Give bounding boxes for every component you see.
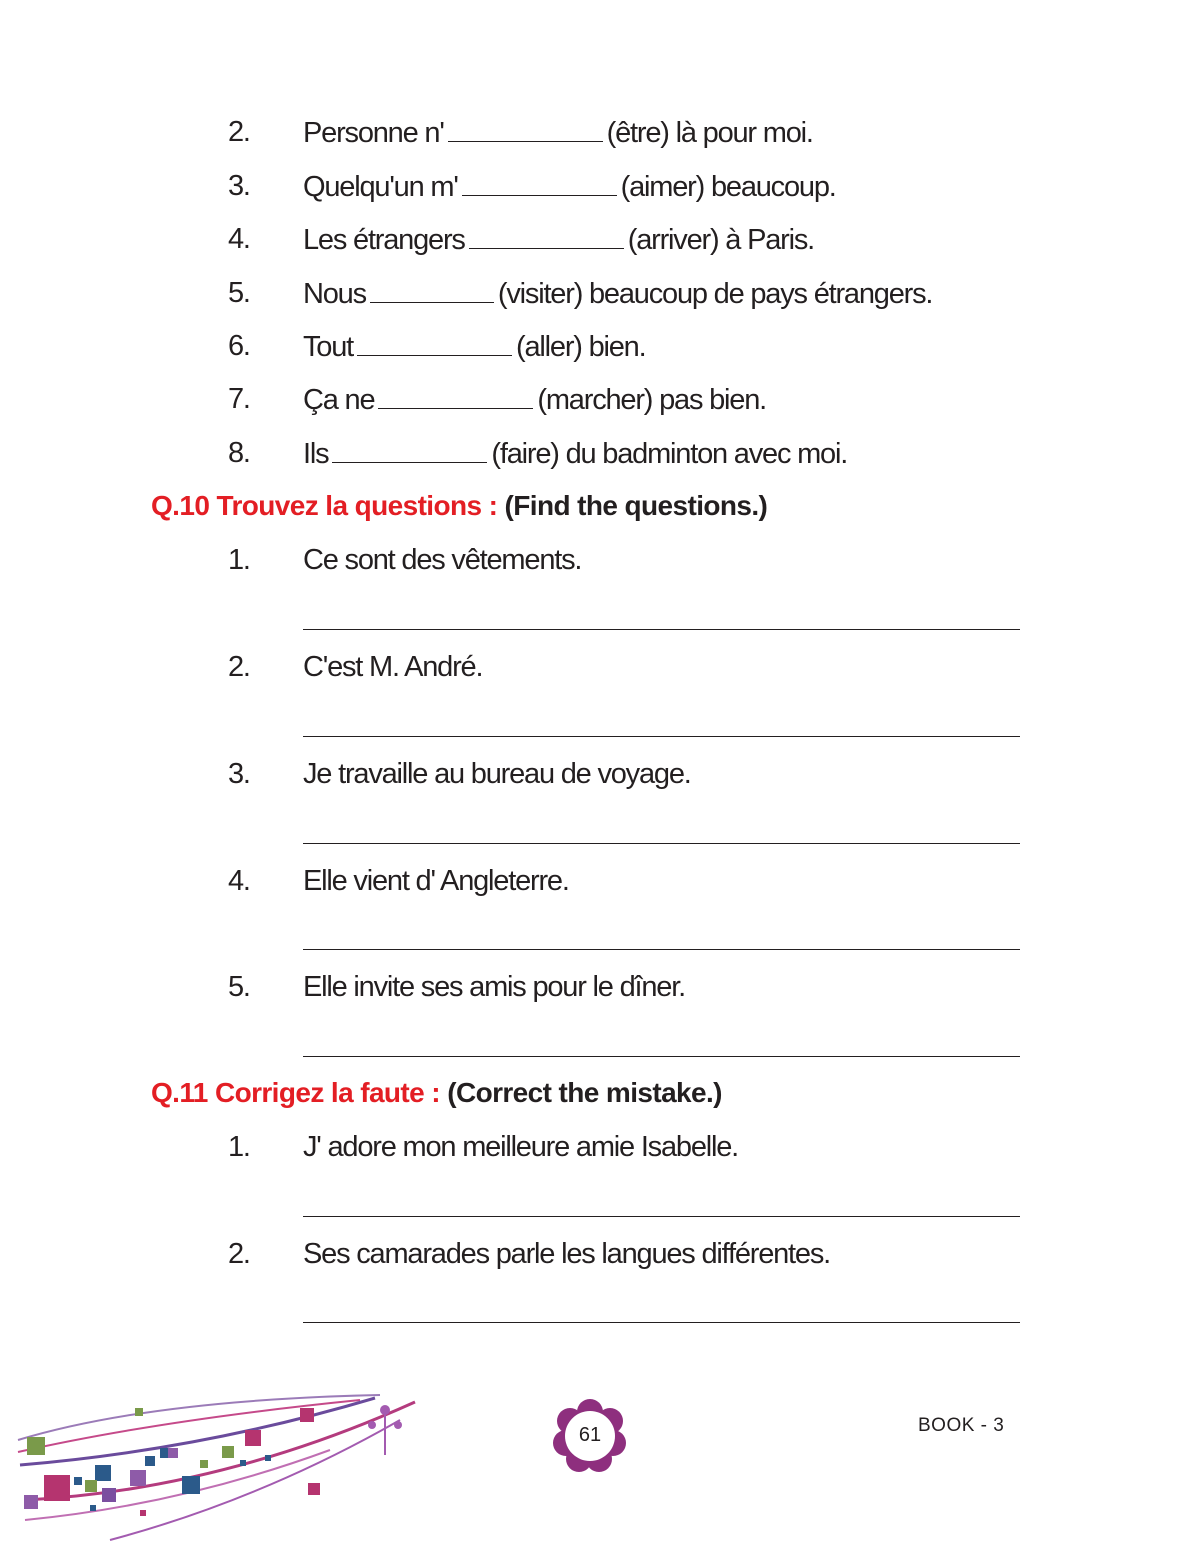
item-text-before: Tout bbox=[303, 331, 354, 363]
blank-line[interactable] bbox=[448, 115, 603, 142]
item-text-before: Les étrangers bbox=[303, 224, 465, 256]
item-text-before: Quelqu'un m' bbox=[303, 171, 458, 203]
question-title-en: (Find the questions.) bbox=[504, 490, 768, 521]
item-text-after: (aller) bien. bbox=[516, 331, 646, 363]
item-text: Elle invite ses amis pour le dîner. bbox=[303, 971, 685, 1003]
item-number: 3. bbox=[228, 758, 250, 790]
item-text: Elle vient d' Angleterre. bbox=[303, 865, 569, 897]
question-title-fr: Corrigez la faute : bbox=[214, 1077, 441, 1108]
item-number: 8. bbox=[228, 437, 250, 469]
question-title-fr: Trouvez la questions : bbox=[216, 490, 498, 521]
item-number: 5. bbox=[228, 277, 250, 309]
item-text: Je travaille au bureau de voyage. bbox=[303, 758, 691, 790]
item-text-after: (aimer) beaucoup. bbox=[620, 171, 836, 203]
answer-line[interactable] bbox=[303, 949, 1020, 950]
blank-line[interactable] bbox=[378, 382, 533, 409]
item-text: Ses camarades parle les langues différentes. bbox=[303, 1238, 831, 1270]
blank-line[interactable] bbox=[370, 276, 494, 303]
item-text-after: (arriver) à Paris. bbox=[627, 224, 814, 256]
item-number: 4. bbox=[228, 223, 250, 255]
answer-line[interactable] bbox=[303, 1322, 1020, 1323]
blank-line[interactable] bbox=[462, 169, 617, 196]
answer-line[interactable] bbox=[303, 629, 1020, 630]
decorative-swoosh-graphic bbox=[0, 1380, 430, 1550]
item-number: 6. bbox=[228, 330, 250, 362]
item-text-after: (marcher) pas bien. bbox=[537, 384, 767, 416]
blank-line[interactable] bbox=[469, 222, 624, 249]
item-text: C'est M. André. bbox=[303, 651, 483, 683]
item-number: 2. bbox=[228, 1238, 250, 1270]
item-text-after: (faire) du badminton avec moi. bbox=[491, 438, 848, 470]
answer-line[interactable] bbox=[303, 843, 1020, 844]
question-number: Q.10 bbox=[151, 490, 210, 521]
item-number: 2. bbox=[228, 116, 250, 148]
item-text-after: (être) là pour moi. bbox=[606, 117, 813, 149]
item-number: 1. bbox=[228, 1131, 250, 1163]
item-text-before: Nous bbox=[303, 278, 366, 310]
page-number-badge bbox=[551, 1396, 629, 1474]
item-text-before: Ça ne bbox=[303, 384, 375, 416]
book-label: BOOK - 3 bbox=[918, 1415, 1005, 1436]
item-number: 1. bbox=[228, 544, 250, 576]
answer-line[interactable] bbox=[303, 1216, 1020, 1217]
item-number: 2. bbox=[228, 651, 250, 683]
item-text-before: Personne n' bbox=[303, 117, 444, 149]
q11-heading bbox=[151, 1076, 722, 1110]
answer-line[interactable] bbox=[303, 736, 1020, 737]
question-number: Q.11 bbox=[151, 1077, 208, 1108]
item-text-before: Ils bbox=[303, 438, 329, 470]
item-number: 4. bbox=[228, 865, 250, 897]
page-number: 61 bbox=[578, 1424, 602, 1446]
q10-heading bbox=[151, 489, 767, 523]
item-text: Ce sont des vêtements. bbox=[303, 544, 582, 576]
answer-line[interactable] bbox=[303, 1056, 1020, 1057]
blank-line[interactable] bbox=[332, 436, 487, 463]
item-number: 5. bbox=[228, 971, 250, 1003]
item-number: 3. bbox=[228, 170, 250, 202]
blank-line[interactable] bbox=[357, 329, 512, 356]
item-text: J' adore mon meilleure amie Isabelle. bbox=[303, 1131, 739, 1163]
item-text-after: (visiter) beaucoup de pays étrangers. bbox=[497, 278, 933, 310]
item-number: 7. bbox=[228, 383, 250, 415]
question-title-en: (Correct the mistake.) bbox=[447, 1077, 722, 1108]
